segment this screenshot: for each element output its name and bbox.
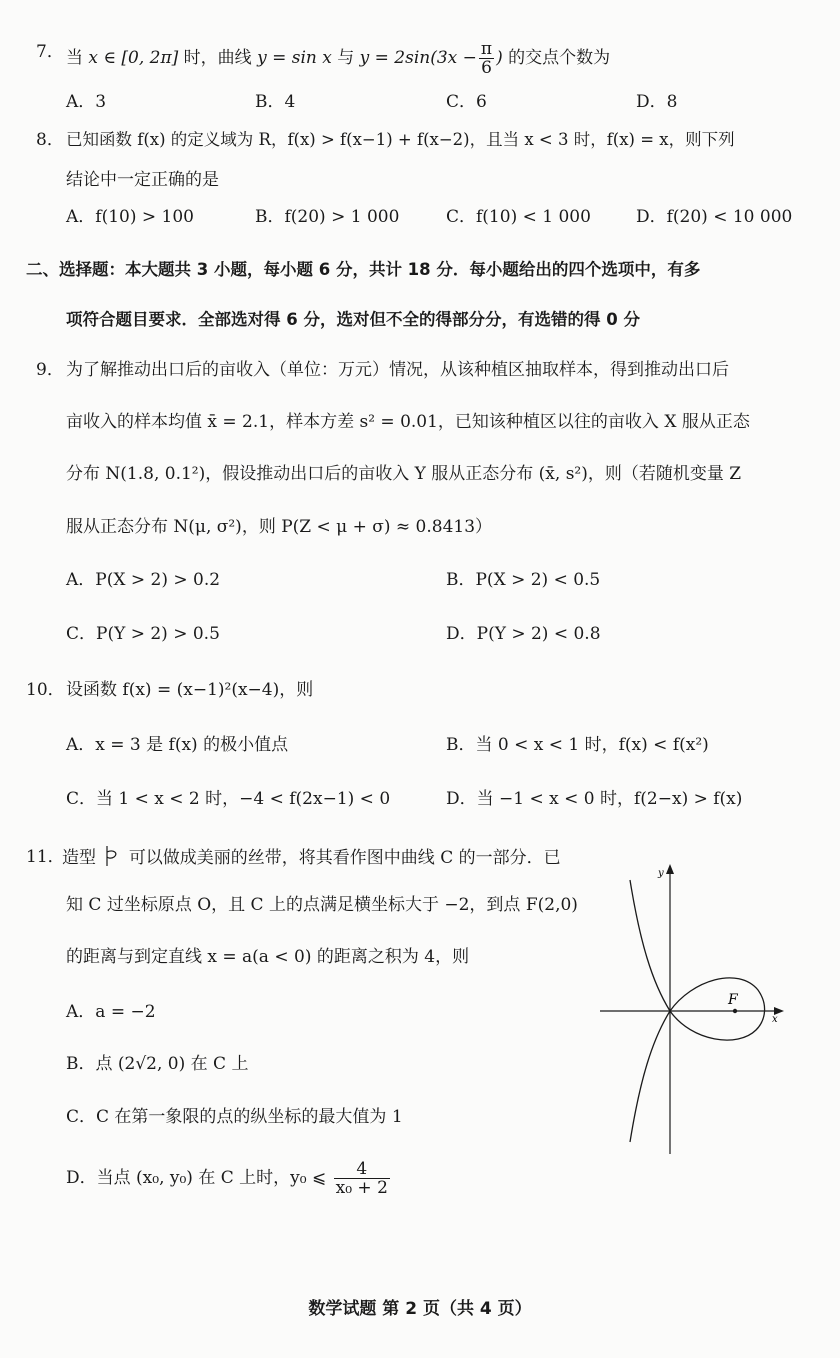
q11-line1 (62, 845, 561, 870)
q11-line2: 知 C 过坐标原点 O，且 C 上的点满足横坐标大于 −2，到点 F(2,0) (66, 895, 578, 915)
q9-option-c[interactable]: C．P(Y > 2) > 0.5 (66, 624, 220, 644)
q7-stem-pre: 当 (66, 48, 83, 68)
q10-option-b[interactable]: B．当 0 < x < 1 时，f(x) < f(x²) (446, 735, 709, 755)
q11-option-c[interactable]: C．C 在第一象限的点的纵坐标的最大值为 1 (66, 1107, 403, 1127)
q7-frac-top: π (480, 39, 493, 59)
q8-line1: 已知函数 f(x) 的定义域为 R，f(x) > f(x−1) + f(x−2)，且当 x < 3 时，f(x) = x，则下列 (66, 130, 735, 149)
q7-with: 与 (337, 48, 355, 68)
q8-option-c[interactable]: C．f(10) < 1 000 (446, 207, 591, 227)
q9-line3: 分布 N(1.8, 0.1²)，假设推动出口后的亩收入 Y 服从正态分布 (x̄, s²)，则（若随机变量 Z (66, 464, 742, 484)
q9-option-d[interactable]: D．P(Y > 2) < 0.8 (446, 624, 601, 644)
section2-line2: 项符合题目要求．全部选对得 6 分，选对但不全的得部分分，有选错的得 0 分 (66, 310, 640, 329)
q7-stem-mid: 时，曲线 (183, 48, 252, 68)
q8-option-b[interactable]: B．f(20) > 1 000 (255, 207, 400, 227)
q11-line3: 的距离与到定直线 x = a(a < 0) 的距离之积为 4，则 (66, 947, 470, 967)
figure-y-arrow (666, 864, 674, 874)
figure-focus-point (733, 1009, 737, 1013)
q9-line4: 服从正态分布 N(μ, σ²)，则 P(Z < μ + σ) ≈ 0.8413） (66, 517, 493, 537)
q8-line2: 结论中一定正确的是 (66, 170, 219, 190)
q9-option-b[interactable]: B．P(X > 2) < 0.5 (446, 570, 601, 590)
q7-curve1: y = sin x (257, 48, 332, 68)
q8-option-a[interactable]: A．f(10) > 100 (66, 207, 194, 227)
q10-option-c[interactable]: C．当 1 < x < 2 时，−4 < f(2x−1) < 0 (66, 789, 391, 809)
q9-number: 9． (36, 360, 64, 380)
q7-curve2-pre: y = 2sin(3x − (359, 48, 477, 68)
q8-option-d[interactable]: D．f(20) < 10 000 (636, 207, 793, 227)
q10-line1: 设函数 f(x) = (x−1)²(x−4)，则 (66, 680, 314, 700)
q11-option-d-frac-top: 4 (334, 1160, 390, 1179)
q7-frac-bot: 6 (481, 58, 492, 78)
figure-focus-label: F (728, 992, 738, 1008)
q7-curve2-post: ) (496, 48, 503, 68)
q10-option-a[interactable]: A．x = 3 是 f(x) 的极小值点 (66, 735, 289, 755)
figure-curve-right-loop (670, 978, 765, 1040)
q11-figure (596, 862, 792, 1158)
q11-number: 11． (26, 847, 65, 867)
q7-option-d[interactable]: D．8 (636, 92, 678, 112)
q10-option-d[interactable]: D．当 −1 < x < 0 时，f(2−x) > f(x) (446, 789, 743, 809)
page-footer: 数学试题 第 2 页（共 4 页） (308, 1299, 532, 1319)
q11-line1-pre: 造型 (62, 848, 96, 868)
q7-stem (66, 40, 610, 77)
q11-option-b[interactable]: B．点 (2√2, 0) 在 C 上 (66, 1054, 249, 1074)
figure-y-label: y (658, 868, 664, 879)
q7-option-c[interactable]: C．6 (446, 92, 487, 112)
q11-option-d-frac-bot: x₀ + 2 (335, 1178, 388, 1198)
q11-option-d-pre: D．当点 (x₀, y₀) 在 C 上时，y₀ ⩽ (66, 1168, 327, 1188)
q8-number: 8． (36, 130, 64, 150)
q9-option-a[interactable]: A．P(X > 2) > 0.2 (66, 570, 221, 590)
q9-line2: 亩收入的样本均值 x̄ = 2.1，样本方差 s² = 0.01，已知该种植区以往的亩收入 X 服从正态 (66, 412, 750, 432)
q11-option-a[interactable]: A．a = −2 (66, 1002, 156, 1022)
q7-option-a[interactable]: A．3 (66, 92, 107, 112)
q7-fraction (479, 40, 494, 77)
section2-line1: 二、选择题：本大题共 3 小题，每小题 6 分，共计 18 分．每小题给出的四个选项中，有多 (26, 260, 701, 279)
q11-line1-post: 可以做成美丽的丝带，将其看作图中曲线 C 的一部分．已 (128, 848, 561, 868)
q11-option-d[interactable] (66, 1160, 392, 1197)
q7-number: 7． (36, 42, 64, 62)
q7-domain: x ∈ [0, 2π] (88, 48, 179, 68)
q11-option-d-fraction (334, 1160, 390, 1197)
figure-x-label: x (772, 1014, 778, 1025)
q7-option-b[interactable]: B．4 (255, 92, 296, 112)
q10-number: 10． (26, 680, 65, 700)
q7-stem-post: 的交点个数为 (508, 48, 611, 68)
q9-line1: 为了解推动出口后的亩收入（单位：万元）情况，从该种植区抽取样本，得到推动出口后 (66, 360, 729, 380)
ribbon-shape-icon (101, 845, 123, 867)
